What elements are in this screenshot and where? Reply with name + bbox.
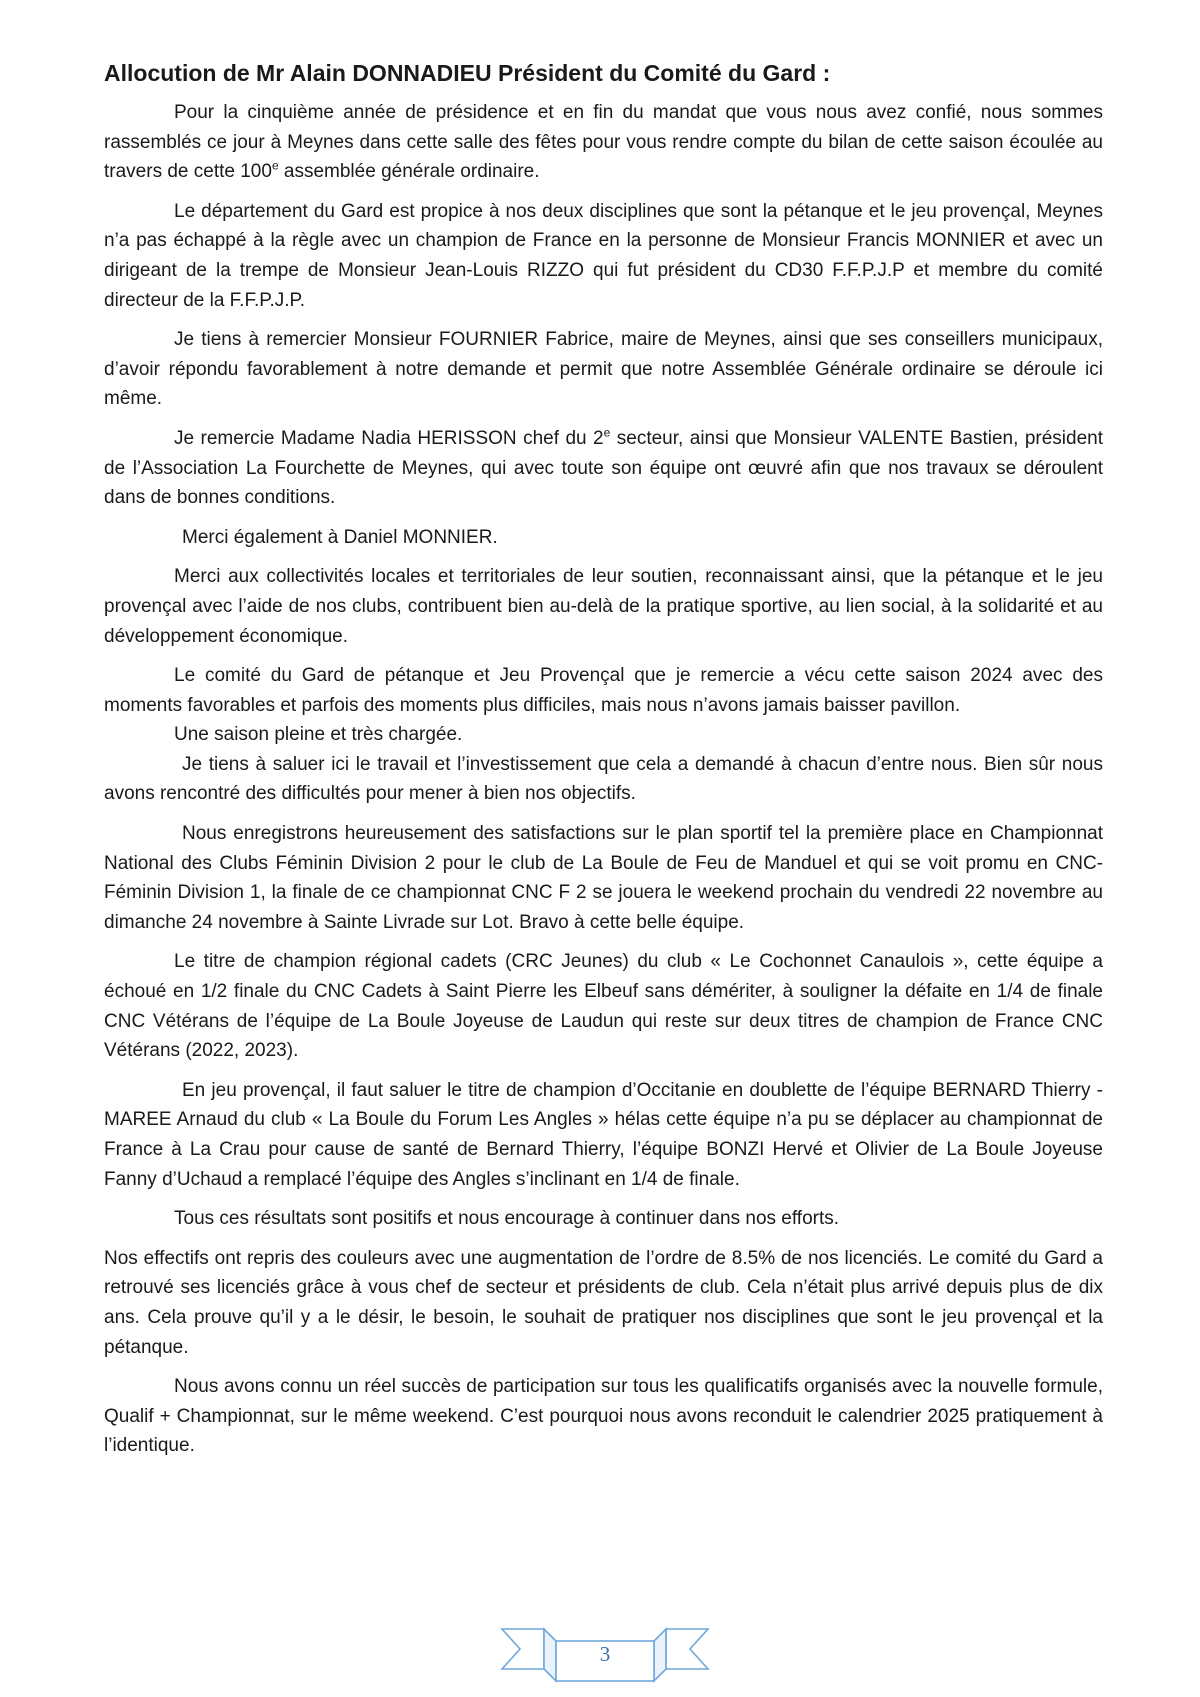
- paragraph-9: Je tiens à saluer ici le travail et l’investissement que cela a demandé à chacun d’entre nous. Bien sûr nous avons rencontré des difficultés pour mener à bien nos objectifs.: [104, 753, 1103, 805]
- ribbon-right-fold: [654, 1629, 666, 1681]
- paragraph-12: En jeu provençal, il faut saluer le titre de champion d’Occitanie en doublette de l’équipe BERNARD Thierry - MAREE Arnaud du club « La Boule du Forum Les Angles » hélas cette équipe n’a pu se déplacer au championnat de France à La Crau pour cause de santé de Bernard Thierry, l’équipe BONZI Hervé et Olivier de La Boule Joyeuse Fanny d’Uchaud a remplacé l’équipe des Angles s’inclinant en 1/4 de finale.: [104, 1079, 1103, 1190]
- paragraph-4-text-start: Je remercie Madame Nadia HERISSON chef du 2: [174, 427, 604, 449]
- paragraph-4-text-end: secteur, ainsi que Monsieur VALENTE Bastien, président de l’Association La Fourchette de Meynes, qui avec toute son équipe ont œuvré afin que nos travaux se déroulent dans de bonnes conditions.: [104, 427, 1103, 509]
- paragraph-1-text-end: assemblée générale ordinaire.: [278, 161, 540, 183]
- paragraph-6: Merci aux collectivités locales et territoriales de leur soutien, reconnaissant ainsi, que la pétanque et le jeu provençal avec l’aide de nos clubs, contribuent bien au-delà de la pratique sportive, au lien social, à la solidarité et au développement économique.: [104, 566, 1103, 647]
- paragraph-1-text-start: Pour la cinquième année de présidence et en fin du mandat que vous nous avez confié, nous sommes rassemblés ce jour à Meynes dans cette salle des fêtes pour vous rendre compte du bilan de cette saison écoulée au travers de cette 100: [104, 102, 1103, 183]
- paragraph-15: Nous avons connu un réel succès de participation sur tous les qualificatifs organisés avec la nouvelle formule, Qualif + Championnat, sur le même weekend. C’est pourquoi nous avons reconduit le calendrier 2025 pratiquement à l’identique.: [104, 1376, 1103, 1457]
- paragraph-1: [104, 98, 1103, 187]
- paragraph-14: Nos effectifs ont repris des couleurs avec une augmentation de l’ordre de 8.5% de nos licenciés. Le comité du Gard a retrouvé ses licenciés grâce à vous chef de secteur et présidents de club. Cela n’était plus arrivé depuis plus de dix ans. Cela prouve qu’il y a le désir, le besoin, le souhait de pratiquer nos disciplines que sont le jeu provençal et la pétanque.: [104, 1247, 1103, 1358]
- paragraph-11: Le titre de champion régional cadets (CRC Jeunes) du club « Le Cochonnet Canaulois », cette équipe a échoué en 1/2 finale du CNC Cadets à Saint Pierre les Elbeuf sans démériter, à souligner la défaite en 1/4 de finale CNC Vétérans de l’équipe de La Boule Joyeuse de Laudun qui reste sur deux titres de champion de France CNC Vétérans (2022, 2023).: [104, 951, 1103, 1062]
- paragraph-4: [104, 424, 1103, 513]
- ribbon-left-tail: [502, 1629, 544, 1669]
- paragraph-2: Le département du Gard est propice à nos deux disciplines que sont la pétanque et le jeu provençal, Meynes n’a pas échappé à la règle avec un champion de France en la personne de Monsieur Francis MONNIER et avec un dirigeant de la trempe de Monsieur Jean-Louis RIZZO qui fut président du CD30 F.F.P.J.P et membre du comité directeur de la F.F.P.J.P.: [104, 200, 1103, 311]
- paragraph-8: Une saison pleine et très chargée.: [174, 724, 463, 746]
- page-footer: [500, 1625, 710, 1689]
- document-body: [104, 58, 1103, 1471]
- paragraph-7: Le comité du Gard de pétanque et Jeu Provençal que je remercie a vécu cette saison 2024 avec des moments favorables et parfois des moments plus difficiles, mais nous n’avons jamais baisser pavillon.: [104, 665, 1103, 716]
- document-title: Allocution de Mr Alain DONNADIEU Président du Comité du Gard :: [104, 60, 831, 86]
- paragraph-13: Tous ces résultats sont positifs et nous encourage à continuer dans nos efforts.: [174, 1208, 840, 1230]
- ribbon-right-tail: [666, 1629, 708, 1669]
- paragraph-3: Je tiens à remercier Monsieur FOURNIER Fabrice, maire de Meynes, ainsi que ses conseillers municipaux, d’avoir répondu favorablement à notre demande et permit que notre Assemblée Générale ordinaire se déroule ici même.: [104, 329, 1103, 410]
- ordinal-superscript: e: [271, 158, 279, 173]
- paragraph-10: Nous enregistrons heureusement des satisfactions sur le plan sportif tel la première place en Championnat National des Clubs Féminin Division 2 pour le club de La Boule de Feu de Manduel et qui se voit promu en CNC-Féminin Division 1, la finale de ce championnat CNC F 2 se jouera le weekend prochain du vendredi 22 novembre au dimanche 24 novembre à Sainte Livrade sur Lot. Bravo à cette belle équipe.: [104, 823, 1103, 933]
- page-number: 3: [599, 1642, 611, 1666]
- ordinal-superscript: e: [603, 425, 611, 440]
- paragraph-5: Merci également à Daniel MONNIER.: [182, 526, 498, 548]
